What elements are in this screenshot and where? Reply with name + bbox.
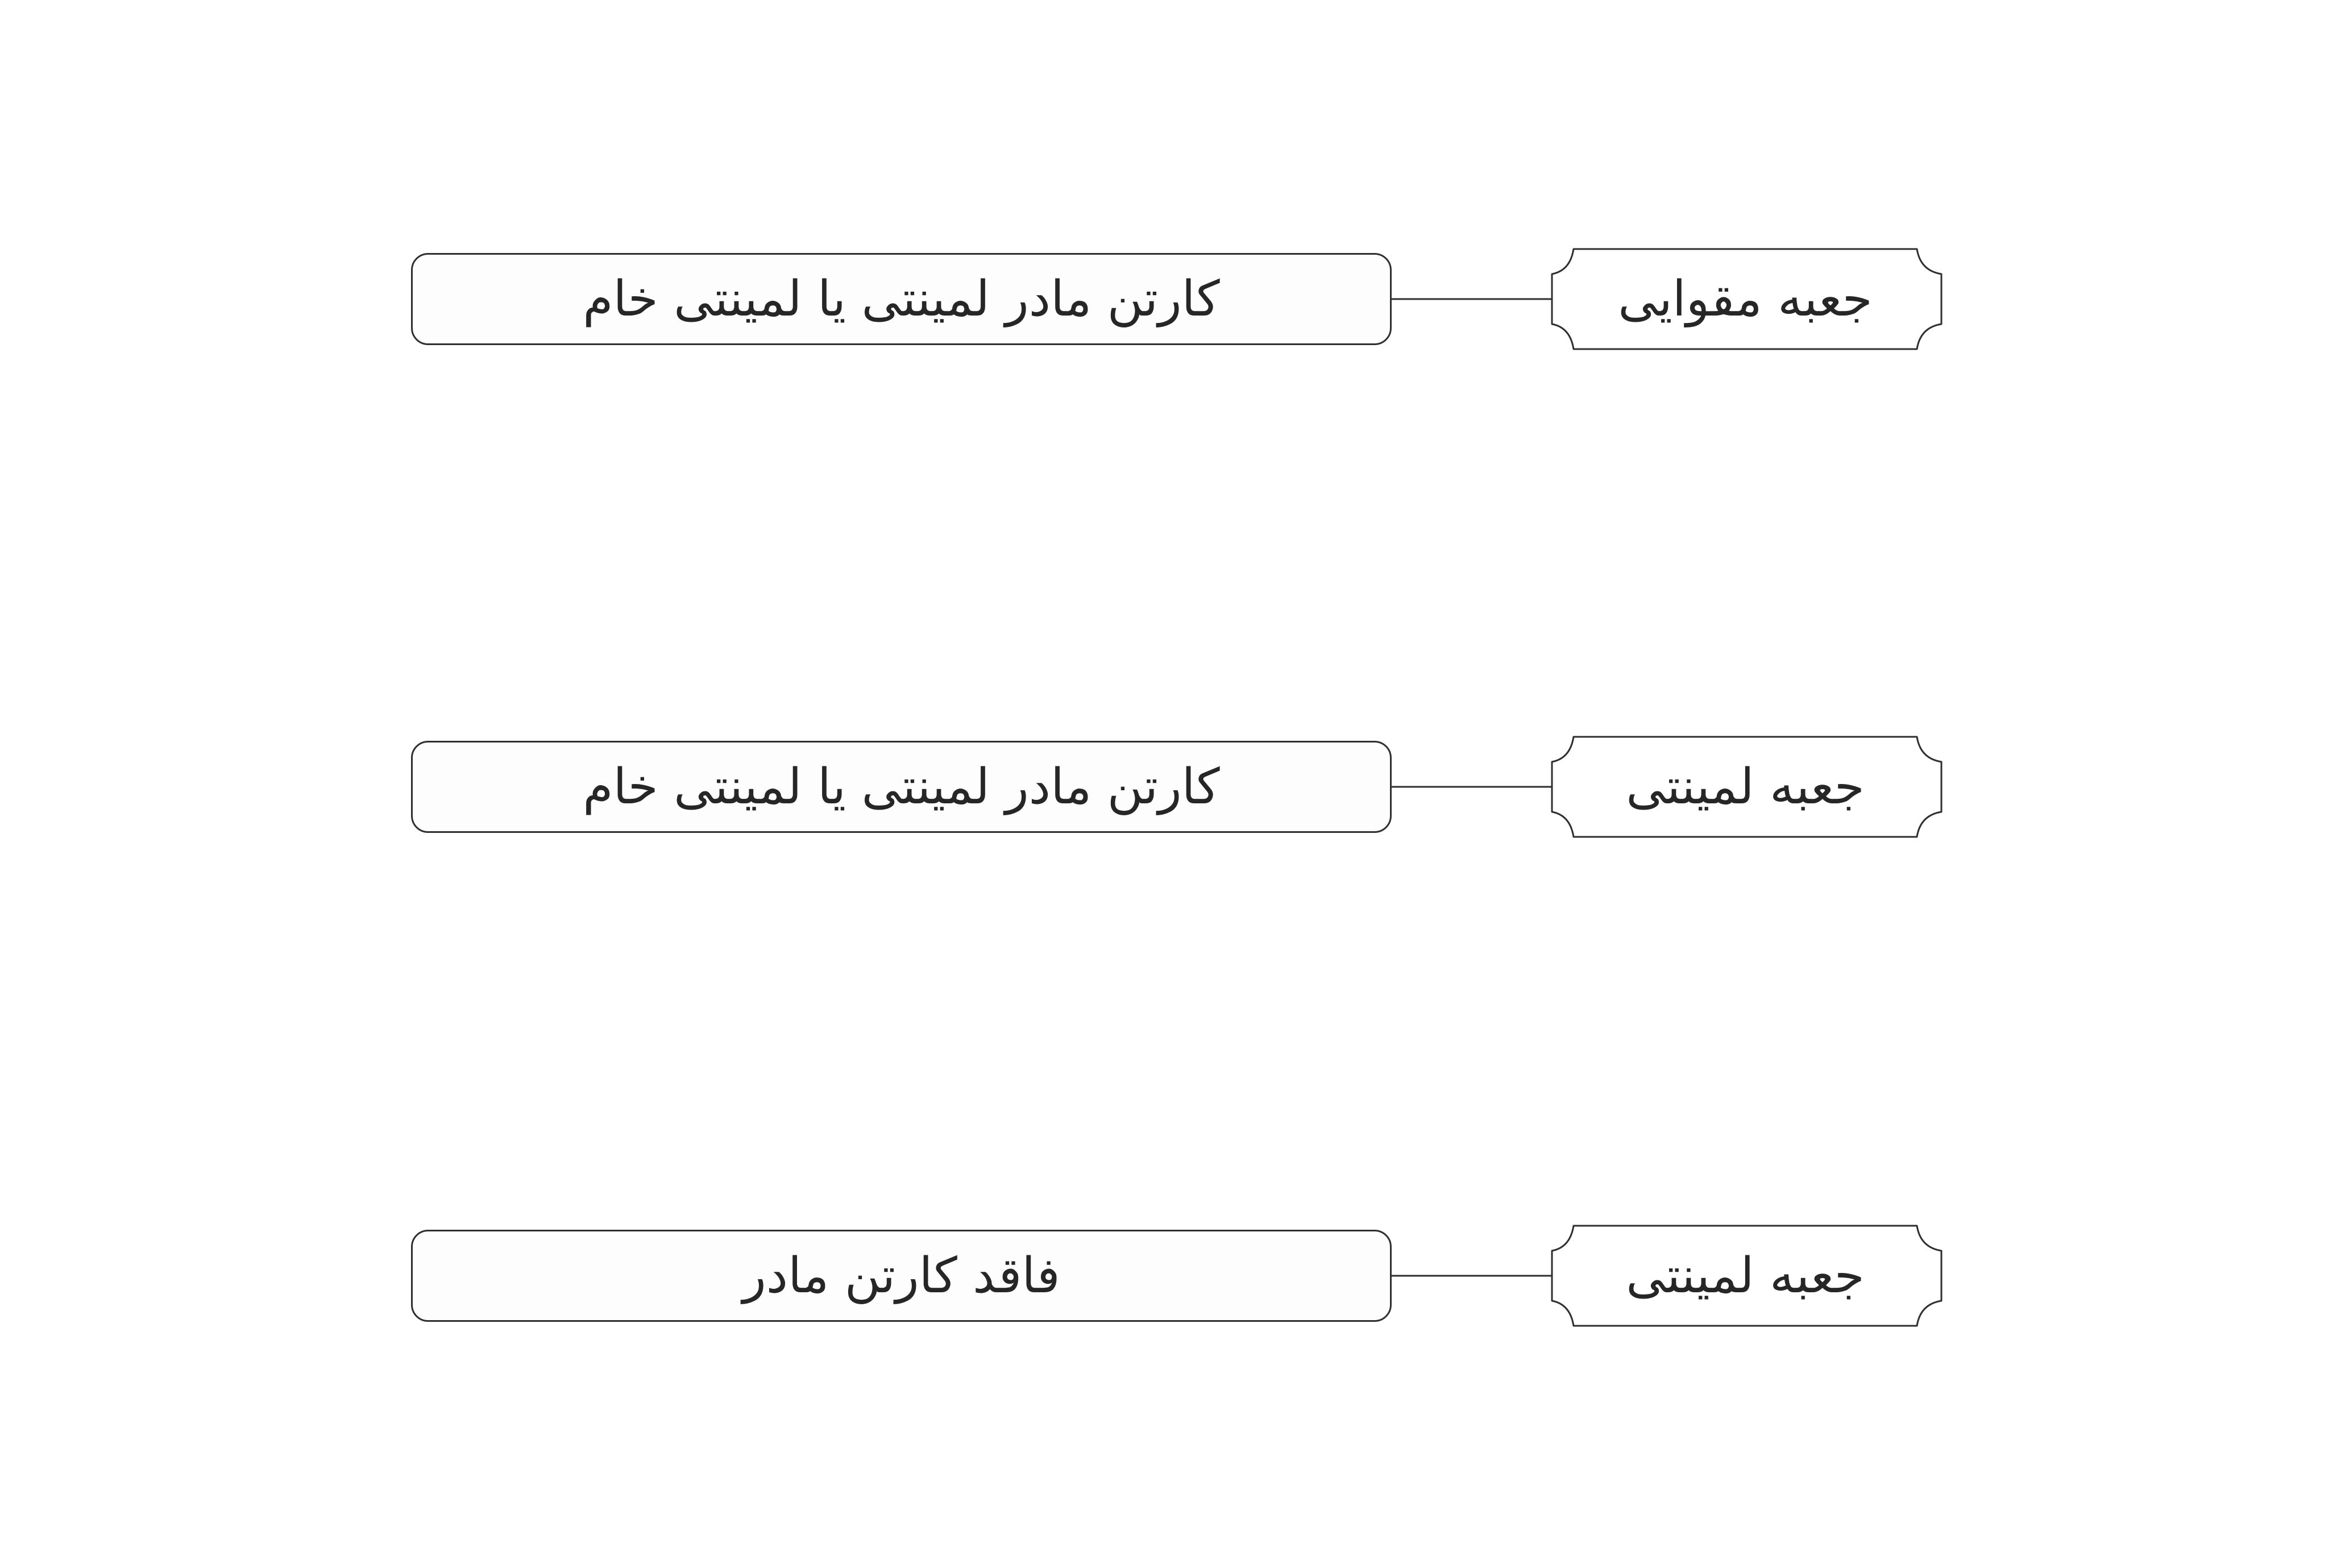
diagram-row-3 (0, 1230, 2345, 1332)
description-text: فاقد کارتن مادر (742, 1247, 1060, 1304)
category-label: جعبه مقوایی (1618, 271, 1873, 327)
diagram-row-2 (0, 741, 2345, 843)
description-box (411, 253, 1392, 345)
diagram-row-1 (0, 253, 2345, 355)
category-label: جعبه لمینتی (1626, 1247, 1865, 1304)
description-box (411, 741, 1392, 833)
description-text: کارتن مادر لمینتی یا لمینتی خام (583, 271, 1220, 327)
description-text: کارتن مادر لمینتی یا لمینتی خام (583, 758, 1220, 815)
description-box (411, 1230, 1392, 1322)
category-label: جعبه لمینتی (1626, 758, 1865, 815)
